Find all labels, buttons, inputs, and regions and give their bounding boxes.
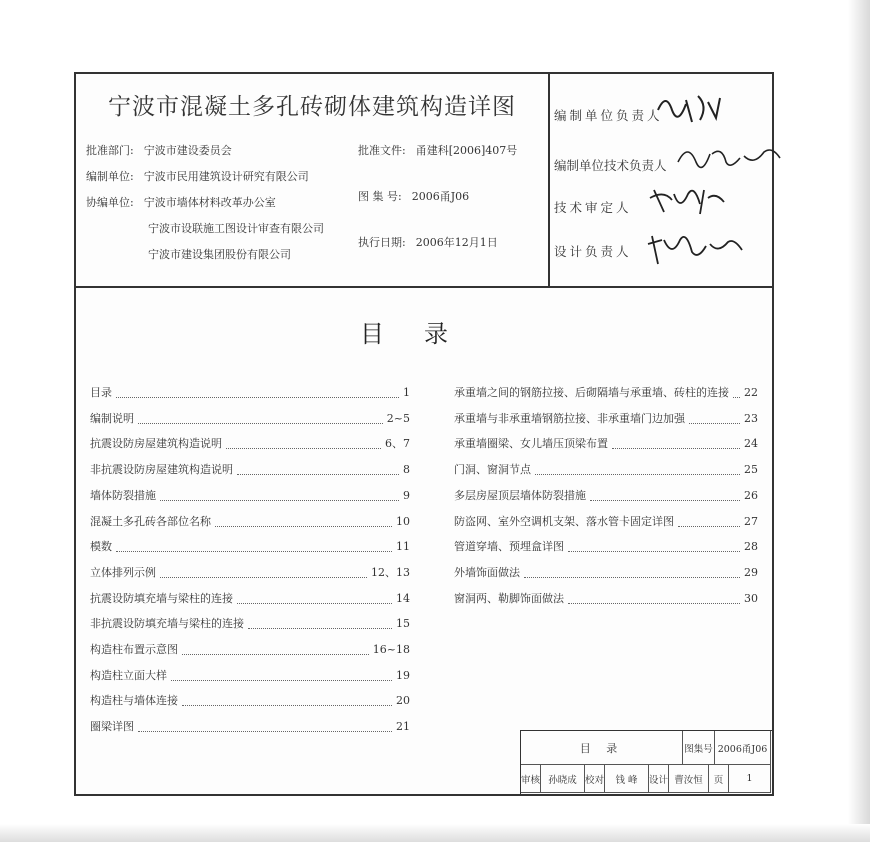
- tb-review-name: 孙晓成: [541, 765, 585, 793]
- meta-effective-date: 执行日期: 2006年12月1日: [358, 236, 498, 249]
- toc-entry-page: 24: [744, 437, 758, 451]
- toc-leader-dots: [568, 542, 740, 552]
- toc-leader-dots: [689, 414, 740, 424]
- tb-review-label: 审核: [521, 765, 541, 793]
- toc-entry: [454, 461, 758, 479]
- toc-entry: [454, 513, 758, 531]
- toc-entry: [454, 410, 758, 428]
- meta-atlas-no: 图 集 号: 2006甬J06: [358, 190, 470, 203]
- toc-entry-label: 抗震设防填充墙与梁柱的连接: [90, 591, 233, 605]
- header-block: [76, 74, 772, 288]
- title-block-atlas-label: 图集号: [683, 731, 715, 765]
- toc-leader-dots: [733, 388, 740, 398]
- toc-entry-page: 27: [744, 514, 758, 528]
- toc-entry-label: 多层房屋顶层墙体防裂措施: [454, 488, 586, 502]
- tb-page-label: 页: [709, 765, 729, 793]
- drawing-sheet: [74, 72, 774, 796]
- toc-leader-dots: [237, 465, 399, 475]
- toc-leader-dots: [678, 517, 740, 527]
- toc-leader-dots: [182, 645, 369, 655]
- toc-entry-page: 20: [396, 694, 410, 708]
- toc-entry: [454, 384, 758, 402]
- toc-entry-label: 承重墙与非承重墙钢筋拉接、非承重墙门边加强: [454, 411, 685, 425]
- toc-entry-page: 21: [396, 720, 410, 734]
- toc-entry-label: 构造柱布置示意图: [90, 643, 178, 656]
- toc-entry-label: 门洞、窗洞节点: [454, 463, 531, 477]
- toc-entry-label: 抗震设防房屋建筑构造说明: [90, 437, 222, 451]
- toc-entry-page: 2~5: [386, 411, 410, 425]
- toc-entry-page: 22: [744, 386, 758, 399]
- tb-design-label: 设计: [649, 765, 669, 793]
- toc-entry-page: 19: [396, 668, 410, 682]
- toc-entry: [90, 641, 410, 659]
- toc-entry-label: 构造柱与墙体连接: [90, 694, 178, 708]
- toc-entry-label: 承重墙圈梁、女儿墙压顶梁布置: [454, 437, 608, 451]
- toc-leader-dots: [116, 388, 399, 398]
- toc-leader-dots: [215, 517, 392, 527]
- toc-entry-label: 编制说明: [90, 411, 134, 425]
- toc-entry: [90, 692, 410, 710]
- toc-entry-label: 构造柱立面大样: [90, 668, 167, 682]
- toc-entry-page: 10: [396, 514, 410, 528]
- toc-leader-dots: [237, 594, 392, 604]
- handwritten-signature-4: [646, 226, 766, 266]
- title-block: [520, 730, 773, 795]
- toc-entry-label: 混凝土多孔砖各部位名称: [90, 514, 211, 528]
- toc-entry: [90, 384, 410, 402]
- toc-entry-page: 28: [744, 540, 758, 554]
- tb-check-label: 校对: [585, 765, 605, 793]
- toc-entry-label: 承重墙之间的钢筋拉接、后砌隔墙与承重墙、砖柱的连接: [454, 386, 729, 399]
- handwritten-signature-1: [646, 90, 756, 126]
- toc-entry: [454, 590, 758, 608]
- toc-leader-dots: [612, 439, 740, 449]
- toc-entry: [90, 435, 410, 453]
- toc-leader-dots: [116, 542, 392, 552]
- title-block-name: 目 录: [521, 731, 683, 765]
- toc-entry-label: 墙体防裂措施: [90, 488, 156, 502]
- toc-entry-page: 23: [744, 411, 758, 425]
- toc-entry-page: 30: [744, 591, 758, 605]
- toc-entry-page: 12、13: [371, 565, 410, 579]
- toc-heading: 目录: [360, 320, 488, 348]
- toc-entry: [90, 538, 410, 556]
- toc-entry-page: 25: [744, 463, 758, 477]
- toc-entry-page: 8: [403, 463, 410, 477]
- toc-entry-page: 15: [396, 617, 410, 631]
- toc-entry: [90, 667, 410, 685]
- toc-entry: [90, 487, 410, 505]
- toc-leader-dots: [160, 568, 367, 578]
- toc-entry: [454, 487, 758, 505]
- scan-shadow-right: [848, 0, 870, 842]
- meta-compiler: 编制单位: 宁波市民用建筑设计研究有限公司: [86, 170, 309, 183]
- toc-entry-label: 立体排列示例: [90, 565, 156, 579]
- toc-right-column: [454, 384, 758, 605]
- toc-leader-dots: [160, 491, 399, 501]
- toc-leader-dots: [248, 619, 392, 629]
- header-divider: [548, 74, 550, 286]
- toc-leader-dots: [226, 439, 381, 449]
- toc-entry: [90, 615, 410, 633]
- toc-entry-label: 非抗震设防填充墙与梁柱的连接: [90, 617, 244, 631]
- toc-leader-dots: [171, 671, 392, 681]
- toc-entry: [90, 513, 410, 531]
- toc-entry-page: 6、7: [385, 437, 410, 451]
- handwritten-signature-3: [646, 182, 756, 218]
- toc-leader-dots: [590, 491, 740, 501]
- toc-leader-dots: [568, 594, 740, 604]
- toc-leader-dots: [182, 696, 392, 706]
- toc-entry: [90, 564, 410, 582]
- toc-entry-label: 防盗网、室外空调机支架、落水管卡固定详图: [454, 514, 674, 528]
- signature-row-1: 编制单位负责人: [554, 106, 663, 124]
- toc-entry-label: 非抗震设防房屋建筑构造说明: [90, 463, 233, 477]
- document-title: 宁波市混凝土多孔砖砌体建筑构造详图: [108, 94, 516, 120]
- scan-shadow-bottom: [0, 824, 870, 842]
- toc-leader-dots: [138, 722, 392, 732]
- toc-entry-page: 1: [403, 386, 410, 399]
- signature-row-3: 技术审定人: [554, 198, 632, 216]
- signature-row-2: 编制单位技术负责人: [554, 156, 667, 174]
- toc-entry-page: 16~18: [372, 643, 410, 656]
- toc-entry-page: 26: [744, 488, 758, 502]
- toc-entry: [90, 410, 410, 428]
- tb-check-name: 钱 峰: [605, 765, 649, 793]
- meta-co-compiler: 协编单位: 宁波市墙体材料改革办公室: [86, 196, 276, 209]
- toc-entry-label: 窗洞两、勒脚饰面做法: [454, 591, 564, 605]
- toc-leader-dots: [524, 568, 740, 578]
- meta-approval-doc: 批准文件: 甬建科[2006]407号: [358, 144, 518, 157]
- toc-leader-dots: [535, 465, 740, 475]
- toc-entry: [454, 538, 758, 556]
- toc-leader-dots: [138, 414, 383, 424]
- toc-entry-label: 目录: [90, 386, 112, 399]
- meta-approval-dept: 批准部门: 宁波市建设委员会: [86, 144, 232, 157]
- toc-entry-label: 外墙饰面做法: [454, 565, 520, 579]
- title-block-atlas-no: 2006甬J06: [715, 731, 771, 765]
- tb-page-no: 1: [729, 765, 771, 793]
- toc-entry: [90, 590, 410, 608]
- toc-entry-page: 29: [744, 565, 758, 579]
- tb-design-name: 曹汝恒: [669, 765, 709, 793]
- toc-entry-label: 模数: [90, 540, 112, 554]
- toc-entry: [90, 718, 410, 736]
- toc-entry-page: 11: [396, 540, 410, 554]
- toc-entry: [90, 461, 410, 479]
- toc-entry-label: 圈梁详图: [90, 720, 134, 734]
- toc-entry-label: 管道穿墙、预埋盒详图: [454, 540, 564, 554]
- meta-co-compiler-3: 宁波市建设集团股份有限公司: [148, 248, 291, 261]
- signature-row-4: 设计负责人: [554, 242, 632, 260]
- handwritten-signature-2: [672, 140, 802, 176]
- toc-entry: [454, 564, 758, 582]
- toc-entry: [454, 435, 758, 453]
- meta-co-compiler-2: 宁波市设联施工图设计审查有限公司: [148, 222, 324, 235]
- toc-entry-page: 14: [396, 591, 410, 605]
- toc-left-column: [90, 384, 410, 734]
- toc-entry-page: 9: [403, 488, 410, 502]
